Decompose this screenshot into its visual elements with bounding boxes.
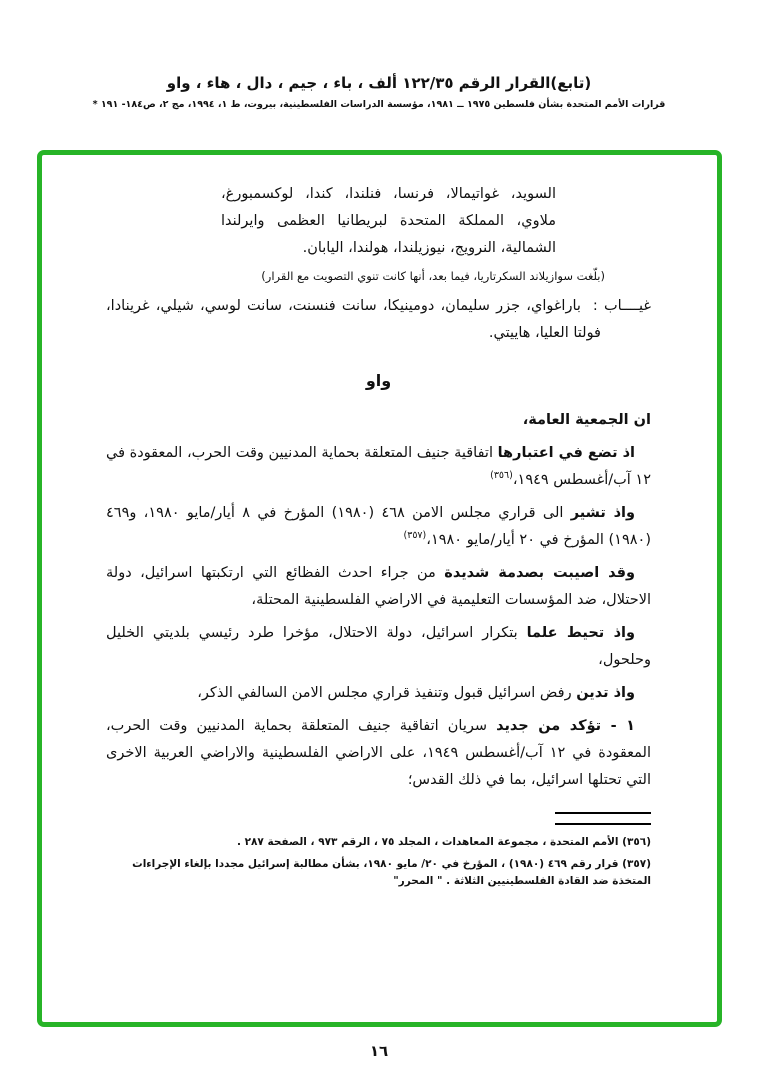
paragraph-text: بتكرار اسرائيل، دولة الاحتلال، مؤخرا طرد رئيسي بلديتي الخليل وحلحول، xyxy=(106,625,651,668)
paragraph-text: سريان اتفاقية جنيف المتعلقة بحماية المدنيين وقت الحرب، المعقودة في ١٢ آب/أغسطس ١٩٤٩، على الاراضي الفلسطينية والاراضي العربية الاخرى التي تحتلها اسرائيل، بما في ذلك القدس؛ xyxy=(106,718,651,788)
footnote-ref-356: (٣٥٦) xyxy=(490,470,513,482)
secretariat-note: (بلّغت سوازيلاند السكرتاريا، فيما بعد، أنها كانت تنوي التصويت مع القرار) xyxy=(261,269,605,283)
paragraph-lead: ١ - تؤكد من جديد xyxy=(496,718,636,734)
resolution-paragraph xyxy=(106,560,651,614)
paragraph-lead: واذ تدين xyxy=(576,685,635,701)
resolution-paragraph xyxy=(106,680,651,707)
content-frame xyxy=(37,150,722,1027)
absent-label: غيــــاب : xyxy=(592,298,651,314)
footnote-ref-357: (٣٥٧) xyxy=(403,530,427,542)
absent-line xyxy=(106,293,651,347)
paragraph-lead: اذ تضع في اعتبارها xyxy=(497,445,635,461)
section-heading-waw: واو xyxy=(365,371,392,390)
footnote-357: (٣٥٧) قرار رقم ٤٦٩ (١٩٨٠) ، المؤرخ في ٢٠/ مايو ١٩٨٠، بشأن مطالبة إسرائيل مجددا بإلغاء الإجراءات المتخذة ضد القادة الفلسطينيين الثلاثة . " المحرر" xyxy=(132,858,651,887)
absent-list: باراغواي، جزر سليمان، دومينيكا، سانت فنسنت، سانت لوسي، شيلي، غرينادا، فولتا العليا، هاييتي. xyxy=(106,298,601,341)
source-citation: قرارات الأمم المتحدة بشأن فلسطين ١٩٧٥ ــ ١٩٨١، مؤسسة الدراسات الفلسطينية، بيروت، ط ١، ١٩٩٤، مج ٢، ص١٨٤- ١٩١ * xyxy=(92,99,666,110)
paragraph-lead: واذ تحيط علما xyxy=(526,625,635,641)
page-number: ١٦ xyxy=(369,1042,389,1060)
page-header xyxy=(0,74,758,110)
resolution-paragraph xyxy=(106,500,651,554)
resolution-paragraph xyxy=(106,620,651,674)
paragraph-text: اتفاقية جنيف المتعلقة بحماية المدنيين وقت الحرب، المعقودة في ١٢ آب/أغسطس ١٩٤٩، xyxy=(106,445,651,488)
preamble-intro: ان الجمعية العامة، xyxy=(522,412,651,428)
paragraph-lead: واذ تشير xyxy=(570,505,636,521)
paragraph-text: رفض اسرائيل قبول وتنفيذ قراري مجلس الامن السالفي الذكر، xyxy=(197,685,577,701)
resolution-title: (تابع)القرار الرقم ١٢٢/٣٥ ألف ، باء ، جيم ، دال ، هاء ، واو xyxy=(166,74,592,92)
paragraph-text: الى قراري مجلس الامن ٤٦٨ (١٩٨٠) المؤرخ في ٨ أيار/مايو ١٩٨٠، و٤٦٩ (١٩٨٠) المؤرخ في ٢٠ أيار/مايو ١٩٨٠، xyxy=(106,505,651,548)
footnote-356: (٣٥٦) الأمم المتحدة ، مجموعة المعاهدات ، المجلد ٧٥ ، الرقم ٩٧٣ ، الصفحة ٢٨٧ . xyxy=(236,836,651,848)
footnote-separator xyxy=(106,812,651,825)
resolution-operative-paragraph xyxy=(106,713,651,794)
footnote-rule xyxy=(555,812,651,814)
paragraph-lead: وقد اصيبت بصدمة شديدة xyxy=(444,565,635,581)
paragraph-text: من جراء احدث الفظائع التي ارتكبتها اسرائيل، دولة الاحتلال، ضد المؤسسات التعليمية في الاراضي الفلسطينية المحتلة، xyxy=(106,565,651,608)
resolution-paragraph xyxy=(106,440,651,494)
footnote-rule xyxy=(555,823,651,825)
footnotes-block xyxy=(106,834,651,890)
voting-countries-list: السويد، غواتيمالا، فرنسا، فنلندا، كندا، لوكسمبورغ، ملاوي، المملكة المتحدة لبريطانيا العظمى وايرلندا الشمالية، النرويج، نيوزيلندا، هولندا، اليابان. xyxy=(221,186,556,256)
